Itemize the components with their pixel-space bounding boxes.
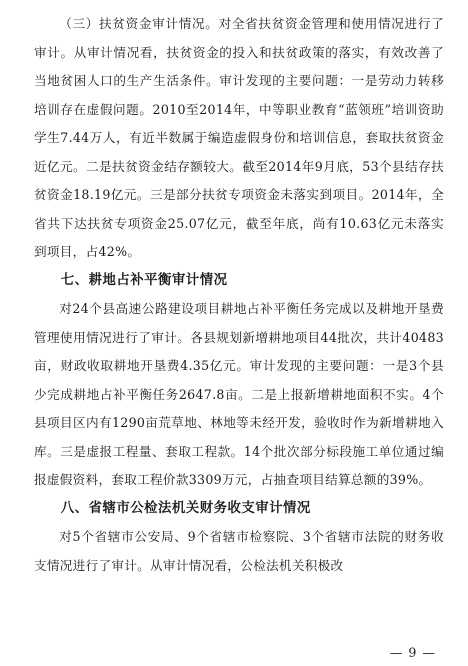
document-body <box>34 10 444 580</box>
paragraph-farmland-balance-audit: 对24个县高速公路建设项目耕地占补平衡任务完成以及耕地开垦费管理使用情况进行了审计。各县规划新增耕地项目44批次，共计40483亩，财政收取耕地开垦费4.35亿元。审计发现的主要问题：一是3个县少完成耕地占补平衡任务2647.8亩。二是上报新增耕地面积不实。4个县项目区内有1290亩荒草地、林地等未经开发，验收时作为新增耕地入库。三是虚报工程量、套取工程款。14个批次部分标段施工单位通过编报虚假资料，套取工程价款3309万元，占抽查项目结算总额的39%。 <box>34 301 444 487</box>
paragraph-public-security-finance-audit: 对5个省辖市公安局、9个省辖市检察院、3个省辖市法院的财务收支情况进行了审计。从审计情况看，公检法机关积极改 <box>34 529 444 573</box>
section-heading-public-security-finance: 八、省辖市公检法机关财务收支审计情况 <box>60 500 311 516</box>
paragraph-poverty-fund-audit: （三）扶贫资金审计情况。对全省扶贫资金管理和使用情况进行了审计。从审计情况看，扶贫资金的投入和扶贫政策的落实，有效改善了当地贫困人口的生产生活条件。审计发现的主要问题：一是劳动力转移培训存在虚假问题。2010至2014年，中等职业教育“蓝领班”培训资助学生7.44万人，有近半数属于编造虚假身份和培训信息，套取扶贫资金近亿元。二是扶贫资金结存额较大。截至2014年9月底，53个县结存扶贫资金18.19亿元。三是部分扶贫专项资金未落实到项目。2014年，全省共下达扶贫专项资金25.07亿元，截至年底，尚有10.63亿元未落实到项目，占42%。 <box>34 16 444 259</box>
page-number: — 9 — <box>389 645 436 660</box>
section-heading-farmland-balance: 七、耕地占补平衡审计情况 <box>60 272 228 288</box>
